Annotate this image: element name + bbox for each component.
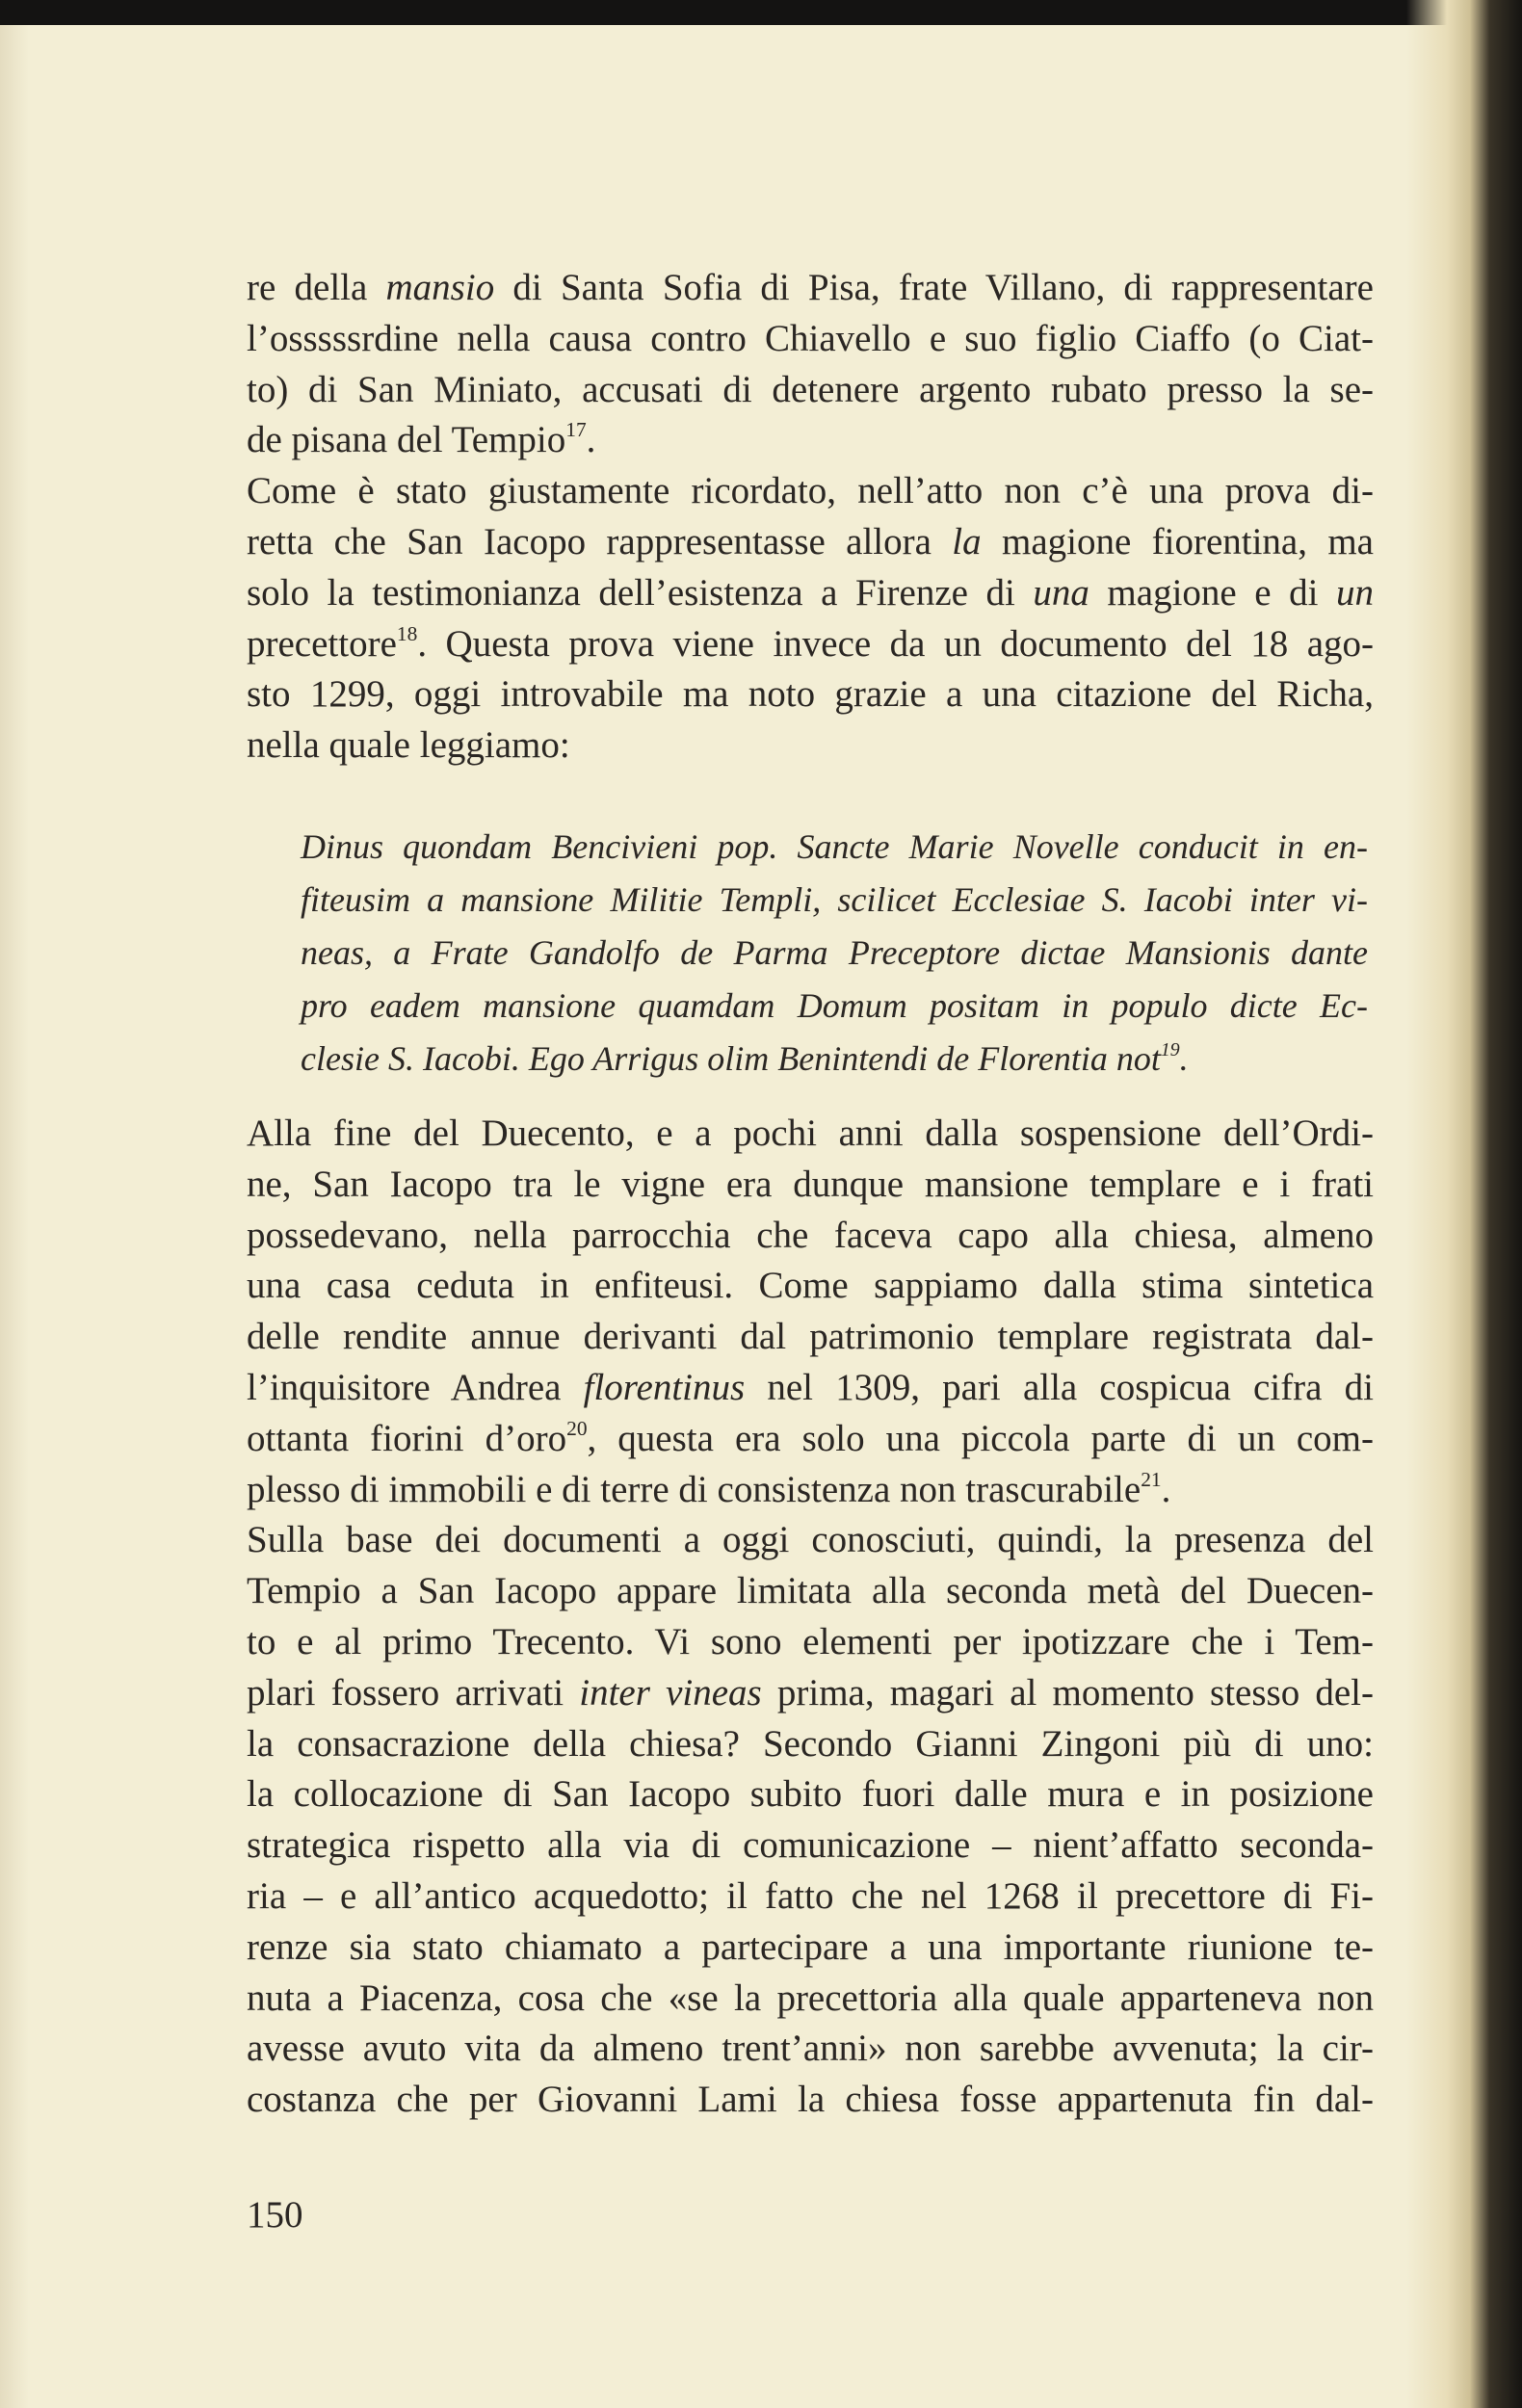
text-run: clesie S. Iacobi. Ego Arrigus olim Benintendi de Florentia not — [301, 1039, 1161, 1078]
text-line — [301, 879, 1368, 920]
text-run: . — [1161, 1468, 1171, 1510]
footnote-ref: 18 — [396, 621, 418, 645]
text-line — [247, 1620, 1374, 1663]
text-run: Dinus quondam Bencivieni pop. Sancte Marie Novelle conducit in en- — [301, 827, 1368, 866]
text-line — [247, 1163, 1374, 1206]
text-line — [301, 1038, 1368, 1079]
text-run: ottanta fiorini d’oro — [247, 1417, 567, 1459]
italic-text: un — [1336, 571, 1375, 614]
text-line — [247, 1518, 1374, 1561]
text-run: . — [1179, 1039, 1189, 1078]
text-run: plesso di immobili e di terre di consistenza non trascurabile — [247, 1468, 1142, 1510]
text-line — [247, 1722, 1374, 1766]
text-line — [301, 932, 1368, 973]
italic-text: la — [952, 521, 982, 563]
italic-text: una — [1033, 571, 1089, 614]
text-line — [301, 826, 1368, 867]
text-run: strategica rispetto alla via di comunicazione – nient’affatto seconda- — [247, 1824, 1374, 1867]
text-line — [247, 622, 1374, 666]
text-run: ria – e all’antico acquedotto; il fatto che nel 1268 il precettore di Fi- — [247, 1875, 1374, 1917]
page-number: 150 — [247, 2194, 303, 2236]
text-run: di Santa Sofia di Pisa, frate Villano, di rappresentare — [494, 267, 1374, 308]
text-run: nel 1309, pari alla cospicua cifra di — [745, 1367, 1374, 1408]
text-run: la consacrazione della chiesa? Secondo Gianni Zingoni più di uno: — [247, 1722, 1374, 1765]
text-line — [247, 418, 1374, 461]
text-run: Come è stato giustamente ricordato, nell’atto non c’è una prova di- — [247, 470, 1374, 512]
text-run: nella quale leggiamo: — [247, 724, 570, 767]
text-run: retta che San Iacopo rappresentasse allora — [247, 521, 953, 563]
text-run: . Questa prova viene invece da un documento del 18 ago- — [417, 622, 1374, 665]
text-line — [247, 469, 1374, 512]
text-line — [247, 1214, 1374, 1257]
text-run: magione fiorentina, ma — [981, 521, 1374, 563]
text-run: precettore — [247, 622, 397, 665]
text-run: de pisana del Tempio — [247, 419, 566, 461]
text-run: neas, a Frate Gandolfo de Parma Preceptore dictae Mansionis dante — [301, 933, 1368, 972]
footnote-ref: 21 — [1141, 1467, 1162, 1491]
text-line — [247, 2027, 1374, 2070]
text-line — [247, 520, 1374, 563]
text-line — [247, 1976, 1374, 2020]
footnote-ref: 20 — [566, 1416, 588, 1440]
text-run: to e al primo Trecento. Vi sono elementi per ipotizzare che i Tem- — [247, 1621, 1374, 1662]
italic-text: inter vineas — [579, 1671, 762, 1714]
text-line — [247, 1264, 1374, 1307]
book-gutter-edge — [1406, 0, 1522, 2408]
text-run: fiteusim a mansione Militie Templi, scilicet Ecclesiae S. Iacobi inter vi- — [301, 880, 1368, 919]
text-run: Alla fine del Duecento, e a pochi anni dalla sospensione dell’Ordi- — [247, 1112, 1374, 1154]
text-line — [247, 1772, 1374, 1816]
text-line — [247, 672, 1374, 716]
text-run: prima, magari al momento stesso del- — [761, 1671, 1374, 1714]
text-run: magione e di — [1089, 571, 1337, 614]
text-run: una casa ceduta in enfiteusi. Come sappiamo dalla stima sintetica — [247, 1265, 1374, 1307]
text-run: renze sia stato chiamato a partecipare a una importante riunione te- — [247, 1925, 1374, 1968]
text-line — [247, 1925, 1374, 1969]
text-run: re della — [247, 267, 386, 308]
text-run: Tempio a San Iacopo appare limitata alla seconda metà del Duecen- — [247, 1570, 1374, 1612]
italic-text: mansio — [385, 267, 495, 308]
text-run: delle rendite annue derivanti dal patrimonio templare registrata dal- — [247, 1316, 1374, 1358]
text-run: costanza che per Giovanni Lami la chiesa fosse appartenuta fin dal- — [247, 2079, 1374, 2121]
page-left-shadow — [0, 25, 29, 2408]
text-run: pro eadem mansione quamdam Domum positam in populo dicte Ec- — [301, 986, 1368, 1025]
text-line — [247, 1569, 1374, 1612]
text-run: , questa era solo una piccola parte di un com- — [587, 1417, 1374, 1459]
text-run: solo la testimonianza dell’esistenza a Firenze di — [247, 571, 1034, 614]
text-run: sto 1299, oggi introvabile ma noto grazie a una citazione del Richa, — [247, 673, 1374, 716]
text-line — [247, 266, 1374, 309]
text-run: la collocazione di San Iacopo subito fuori dalle mura e in posizione — [247, 1773, 1374, 1816]
text-line — [247, 1671, 1374, 1714]
text-run: avesse avuto vita da almeno trent’anni» non sarebbe avvenuta; la cir- — [247, 2028, 1374, 2070]
text-line — [247, 1823, 1374, 1867]
text-line — [247, 1417, 1374, 1460]
italic-text: florentinus — [583, 1367, 746, 1408]
text-line — [247, 1366, 1374, 1409]
text-line — [301, 985, 1368, 1026]
text-run: ne, San Iacopo tra le vigne era dunque mansione templare e i frati — [247, 1163, 1374, 1205]
text-run: to) di San Miniato, accusati di detenere argento rubato presso la se- — [247, 368, 1374, 410]
text-run: l’inquisitore Andrea — [247, 1367, 584, 1408]
text-line — [247, 1315, 1374, 1358]
text-line — [247, 571, 1374, 615]
scan-top-edge — [0, 0, 1522, 25]
footnote-ref: 17 — [565, 418, 587, 442]
text-run: possedevano, nella parrocchia che faceva capo alla chiesa, almeno — [247, 1214, 1374, 1256]
text-run: plari fossero arrivati — [247, 1671, 580, 1714]
text-run: l’osssssrdine nella causa contro Chiavello e suo figlio Ciaffo (o Ciat- — [247, 317, 1374, 359]
text-line — [247, 1112, 1374, 1155]
text-run: nuta a Piacenza, cosa che «se la precettoria alla quale apparteneva non — [247, 1976, 1374, 2019]
text-line — [247, 1468, 1374, 1511]
text-run: . — [586, 419, 596, 461]
text-line — [247, 368, 1374, 411]
text-line — [247, 723, 1374, 767]
text-line — [247, 2078, 1374, 2121]
text-line — [247, 1874, 1374, 1918]
text-line — [247, 317, 1374, 360]
footnote-ref: 19 — [1160, 1039, 1180, 1061]
text-run: Sulla base dei documenti a oggi conosciuti, quindi, la presenza del — [247, 1519, 1374, 1561]
